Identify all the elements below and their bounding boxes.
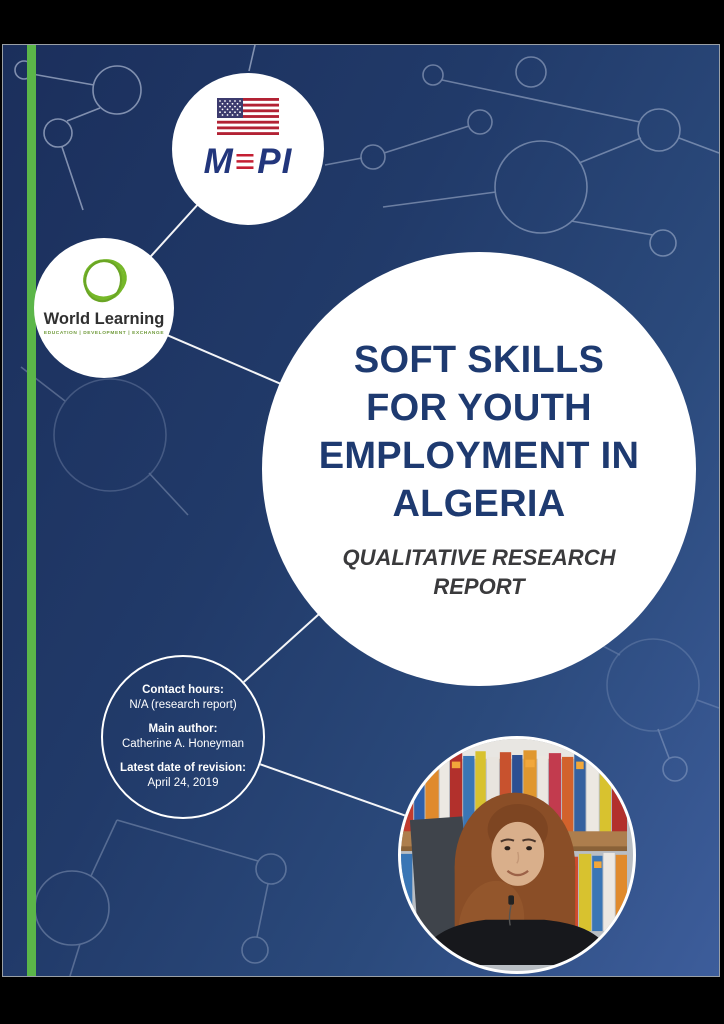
world-learning-tagline: EDUCATION | DEVELOPMENT | EXCHANGE [43, 330, 165, 336]
subtitle-line: QUALITATIVE RESEARCH [342, 544, 616, 570]
info-value: Catherine A. Honeyman [121, 738, 245, 750]
info-circle [101, 655, 265, 819]
report-subtitle [343, 543, 616, 601]
subtitle-line: REPORT [433, 573, 525, 599]
mepi-letter-e: ≡ [234, 142, 257, 181]
mepi-letter: M [203, 142, 234, 181]
mepi-logo-circle [172, 73, 324, 225]
world-learning-logo-circle [34, 238, 174, 378]
title-line: EMPLOYMENT IN [318, 434, 640, 477]
report-title [319, 337, 640, 529]
green-accent-stripe [27, 45, 36, 976]
cover-page [3, 45, 719, 976]
info-item [120, 761, 246, 791]
photo-circle [398, 736, 636, 974]
title-circle [262, 252, 696, 686]
info-item [129, 683, 236, 713]
title-line: SOFT SKILLS [353, 339, 605, 382]
info-label: Main author: [148, 723, 218, 736]
info-label: Latest date of revision: [120, 761, 246, 774]
title-line: ALGERIA [392, 482, 566, 525]
woman-hijab-library-photo [401, 739, 627, 965]
mepi-letter: P [257, 142, 282, 181]
mepi-wordmark [204, 144, 293, 179]
world-learning-name: World Learning [43, 310, 165, 328]
info-value: April 24, 2019 [147, 776, 219, 789]
info-label: Contact hours: [142, 684, 224, 697]
info-item [122, 722, 244, 752]
mepi-letter: I [281, 142, 293, 181]
world-learning-scribble-icon [75, 251, 133, 309]
us-flag-icon [217, 98, 279, 135]
title-line: FOR YOUTH [366, 387, 592, 430]
info-value: N/A (research report) [129, 699, 237, 712]
